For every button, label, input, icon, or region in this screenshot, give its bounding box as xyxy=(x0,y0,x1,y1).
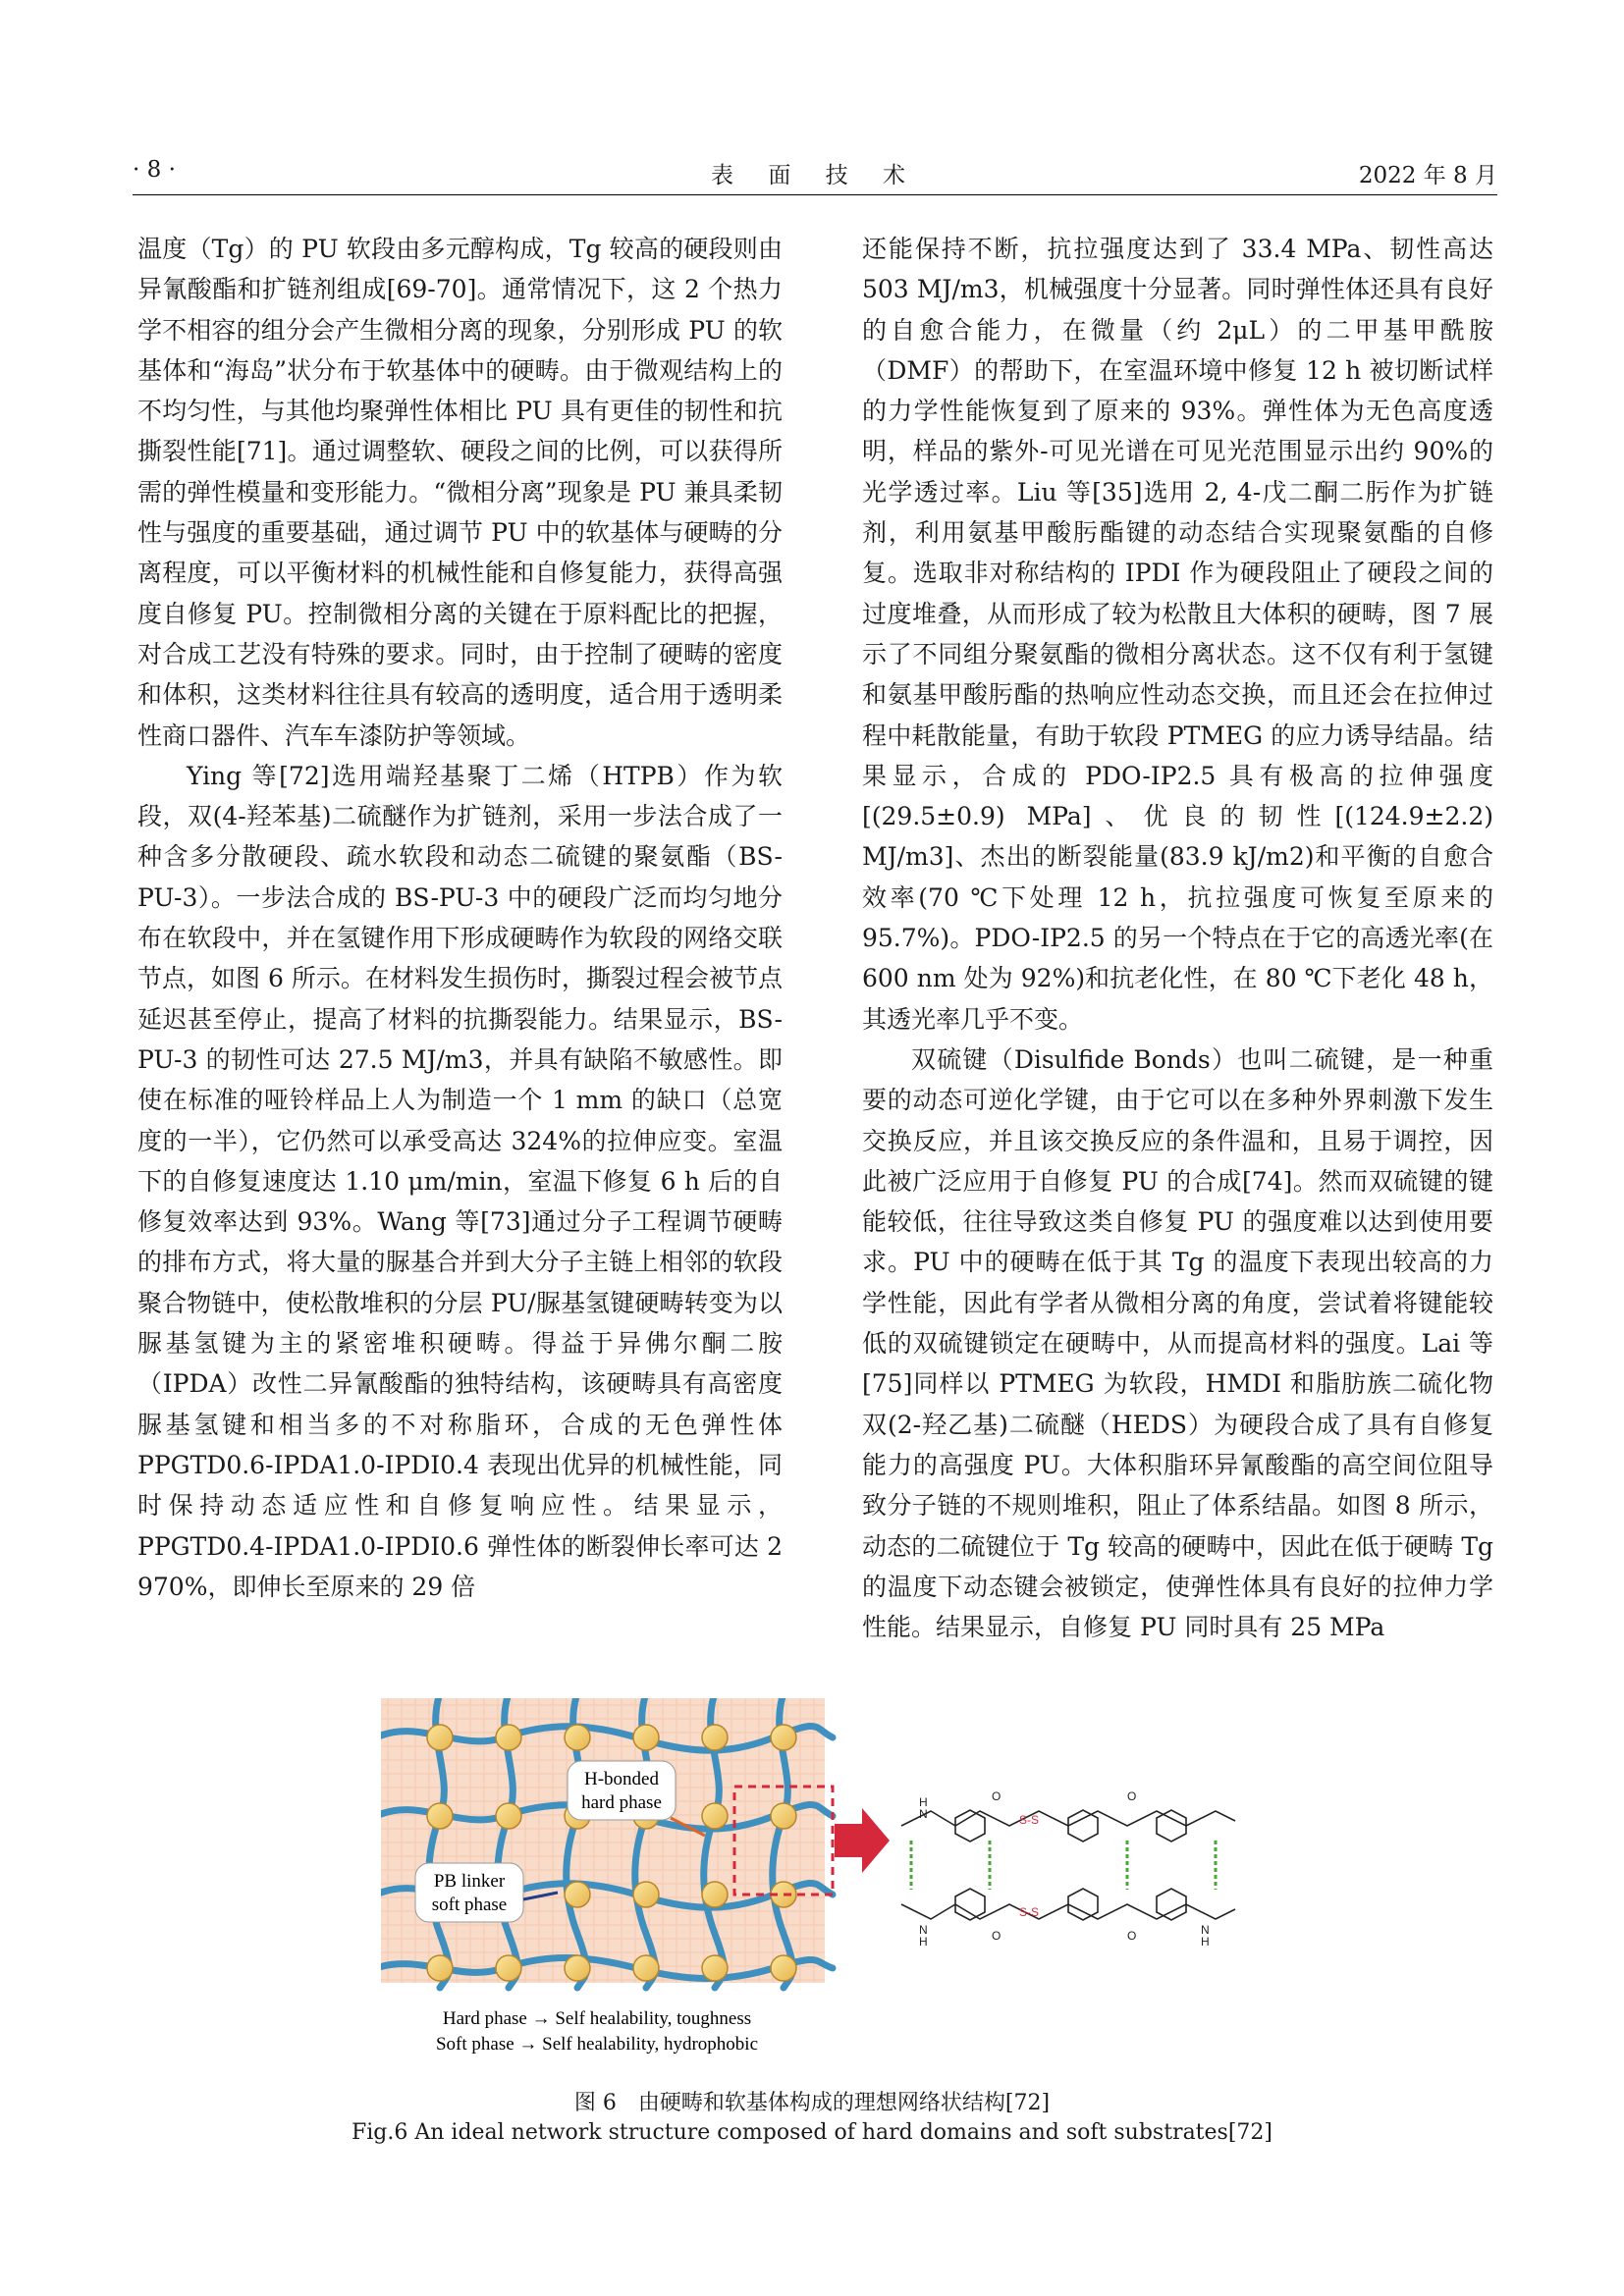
label-hbonded: H-bonded xyxy=(584,1769,659,1789)
header-rule xyxy=(133,194,1497,195)
left-paragraph-2: Ying 等[72]选用端羟基聚丁二烯（HTPB）作为软段，双(4-羟苯基)二硫醚作为扩链剂，采用一步法合成了一种含多分散硬段、疏水软段和动态二硫键的聚氨酯（BS-PU-3）。一步法合成的 BS-PU-3 中的硬段广泛而均匀地分布在软段中，并在氢键作用下形成硬畴作为软段的网络交联节点，如图 6 所示。在材料发生损伤时，撕裂过程会被节点延迟甚至停止，提高了材料的抗撕裂能力。结果显示，BS-PU-3 的韧性可达 27.5 MJ/m3，并具有缺陷不敏感性。即使在标准的哑铃样品上人为制造一个 1 mm 的缺口（总宽度的一半），它仍然可以承受高达 324%的拉伸应变。室温下的自修复速度达 1.10 μm/min，室温下修复 6 h 后的自修复效率达到 93%。Wang 等[73]通过分子工程调节硬畴的排布方式，将大量的脲基合并到大分子主链上相邻的软段聚合物链中，使松散堆积的分层 PU/脲基氢键硬畴转变为以脲基氢键为主的紧密堆积硬畴。得益于异佛尔酮二胺（IPDA）改性二异氰酸酯的独特结构，该硬畴具有高密度脲基氢键和相当多的不对称脂环，合成的无色弹性体 PPGTD0.6-IPDA1.0-IPDI0.4 表现出优异的机械性能，同时保持动态适应性和自修复响应性。结果显示，PPGTD0.4-IPDA1.0-IPDI0.6 弹性体的断裂伸长率可达 2 970%，即伸长至原来的 29 倍 xyxy=(137,761,783,1601)
hydrogen-bonds xyxy=(911,1841,1216,1890)
right-column xyxy=(862,229,1493,1647)
network-structure-figure xyxy=(381,1698,1243,2075)
figure-6 xyxy=(381,1698,1243,2075)
svg-text:H: H xyxy=(919,1935,928,1949)
legend-hard: Hard phase → Self healability, toughness xyxy=(442,2008,752,2029)
svg-text:H: H xyxy=(1201,1935,1210,1949)
svg-text:N: N xyxy=(919,1807,928,1821)
svg-text:N: N xyxy=(1201,1923,1210,1937)
svg-text:H: H xyxy=(919,1795,928,1809)
molecular-structure xyxy=(901,1810,1235,1920)
figure-caption-cn: 图 6 由硬畴和软基体构成的理想网络状结构[72] xyxy=(573,2091,1051,2115)
svg-text:O: O xyxy=(1127,1789,1137,1803)
page-header xyxy=(133,157,1497,196)
svg-text:O: O xyxy=(992,1929,1001,1943)
journal-title: 表 面 技 术 xyxy=(711,163,919,188)
page-number: · 8 · xyxy=(133,157,176,183)
figure-caption-en: Fig.6 An ideal network structure composed of hard domains and soft substrates[72] xyxy=(351,2120,1272,2145)
svg-text:O: O xyxy=(992,1789,1001,1803)
right-paragraph-1: 还能保持不断，抗拉强度达到了 33.4 MPa、韧性高达 503 MJ/m3，机械强度十分显著。同时弹性体还具有良好的自愈合能力，在微量（约 2μL）的二甲基甲酰胺（DMF）的帮助下，在室温环境中修复 12 h 被切断试样的力学性能恢复到了原来的 93%。弹性体为无色高度透明，样品的紫外-可见光谱在可见光范围显示出约 90%的光学透过率。Liu 等[35]选用 2, 4-戊二酮二肟作为扩链剂，利用氨基甲酸肟酯键的动态结合实现聚氨酯的自修复。选取非对称结构的 IPDI 作为硬段阻止了硬段之间的过度堆叠，从而形成了较为松散且大体积的硬畴，图 7 展示了不同组分聚氨酯的微相分离状态。这不仅有利于氢键和氨基甲酸肟酯的热响应性动态交换，而且还会在拉伸过程中耗散能量，有助于软段 PTMEG 的应力诱导结晶。结果显示，合成的 PDO-IP2.5 具有极高的拉伸强度[(29.5±0.9) MPa]、优良的韧性[(124.9±2.2) MJ/m3]、杰出的断裂能量(83.9 kJ/m2)和平衡的自愈合效率(70 ℃下处理 12 h，抗拉强度可恢复至原来的 95.7%)。PDO-IP2.5 的另一个特点在于它的高透光率(在 600 nm 处为 92%)和抗老化性，在 80 ℃下老化 48 h，其透光率几乎不变。 xyxy=(862,235,1493,1034)
right-paragraph-2: 双硫键（Disulfide Bonds）也叫二硫键，是一种重要的动态可逆化学键，由于它可以在多种外界刺激下发生交换反应，并且该交换反应的条件温和，且易于调控，因此被广泛应用于自修复 PU 的合成[74]。然而双硫键的键能较低，往往导致这类自修复 PU 的强度难以达到使用要求。PU 中的硬畴在低于其 Tg 的温度下表现出较高的力学性能，因此有学者从微相分离的角度，尝试着将键能较低的双硫键锁定在硬畴中，从而提高材料的强度。Lai 等[75]同样以 PTMEG 为软段，HMDI 和脂肪族二硫化物双(2-羟乙基)二硫醚（HEDS）为硬段合成了具有自修复能力的高强度 PU。大体积脂环异氰酸酯的高空间位阻导致分子链的不规则堆积，阻止了体系结晶。如图 8 所示，动态的二硫键位于 Tg 较高的硬畴中，因此在低于硬畴 Tg 的温度下动态键会被锁定，使弹性体具有良好的拉伸力学性能。结果显示，自修复 PU 同时具有 25 MPa xyxy=(862,1044,1493,1642)
label-pb-linker: PB linker xyxy=(433,1871,506,1892)
left-column xyxy=(137,229,783,1607)
legend-soft: Soft phase → Self healability, hydrophobic xyxy=(435,2034,759,2055)
disulfide-bonds xyxy=(1019,1813,1039,1919)
label-soft-phase: soft phase xyxy=(431,1895,508,1915)
svg-text:S-S: S-S xyxy=(1019,1905,1040,1919)
zoom-arrow xyxy=(835,1808,890,1873)
issue-date: 2022 年 8 月 xyxy=(1358,163,1497,188)
svg-text:N: N xyxy=(919,1923,928,1937)
label-hard-phase: hard phase xyxy=(581,1792,662,1813)
svg-text:S-S: S-S xyxy=(1019,1813,1040,1827)
svg-text:O: O xyxy=(1127,1929,1137,1943)
left-paragraph-1: 温度（Tg）的 PU 软段由多元醇构成，Tg 较高的硬段则由异氰酸酯和扩链剂组成[69-70]。通常情况下，这 2 个热力学不相容的组分会产生微相分离的现象，分别形成 PU 的软基体和“海岛”状分布于软基体中的硬畴。由于微观结构上的不均匀性，与其他均聚弹性体相比 PU 具有更佳的韧性和抗撕裂性能[71]。通过调整软、硬段之间的比例，可以获得所需的弹性模量和变形能力。“微相分离”现象是 PU 兼具柔韧性与强度的重要基础，通过调节 PU 中的软基体与硬畴的分离程度，可以平衡材料的机械性能和自修复能力，获得高强度自修复 PU。控制微相分离的关键在于原料配比的把握，对合成工艺没有特殊的要求。同时，由于控制了硬畴的密度和体积，这类材料往往具有较高的透明度，适合用于透明柔性商口器件、汽车车漆防护等领域。 xyxy=(137,235,783,750)
